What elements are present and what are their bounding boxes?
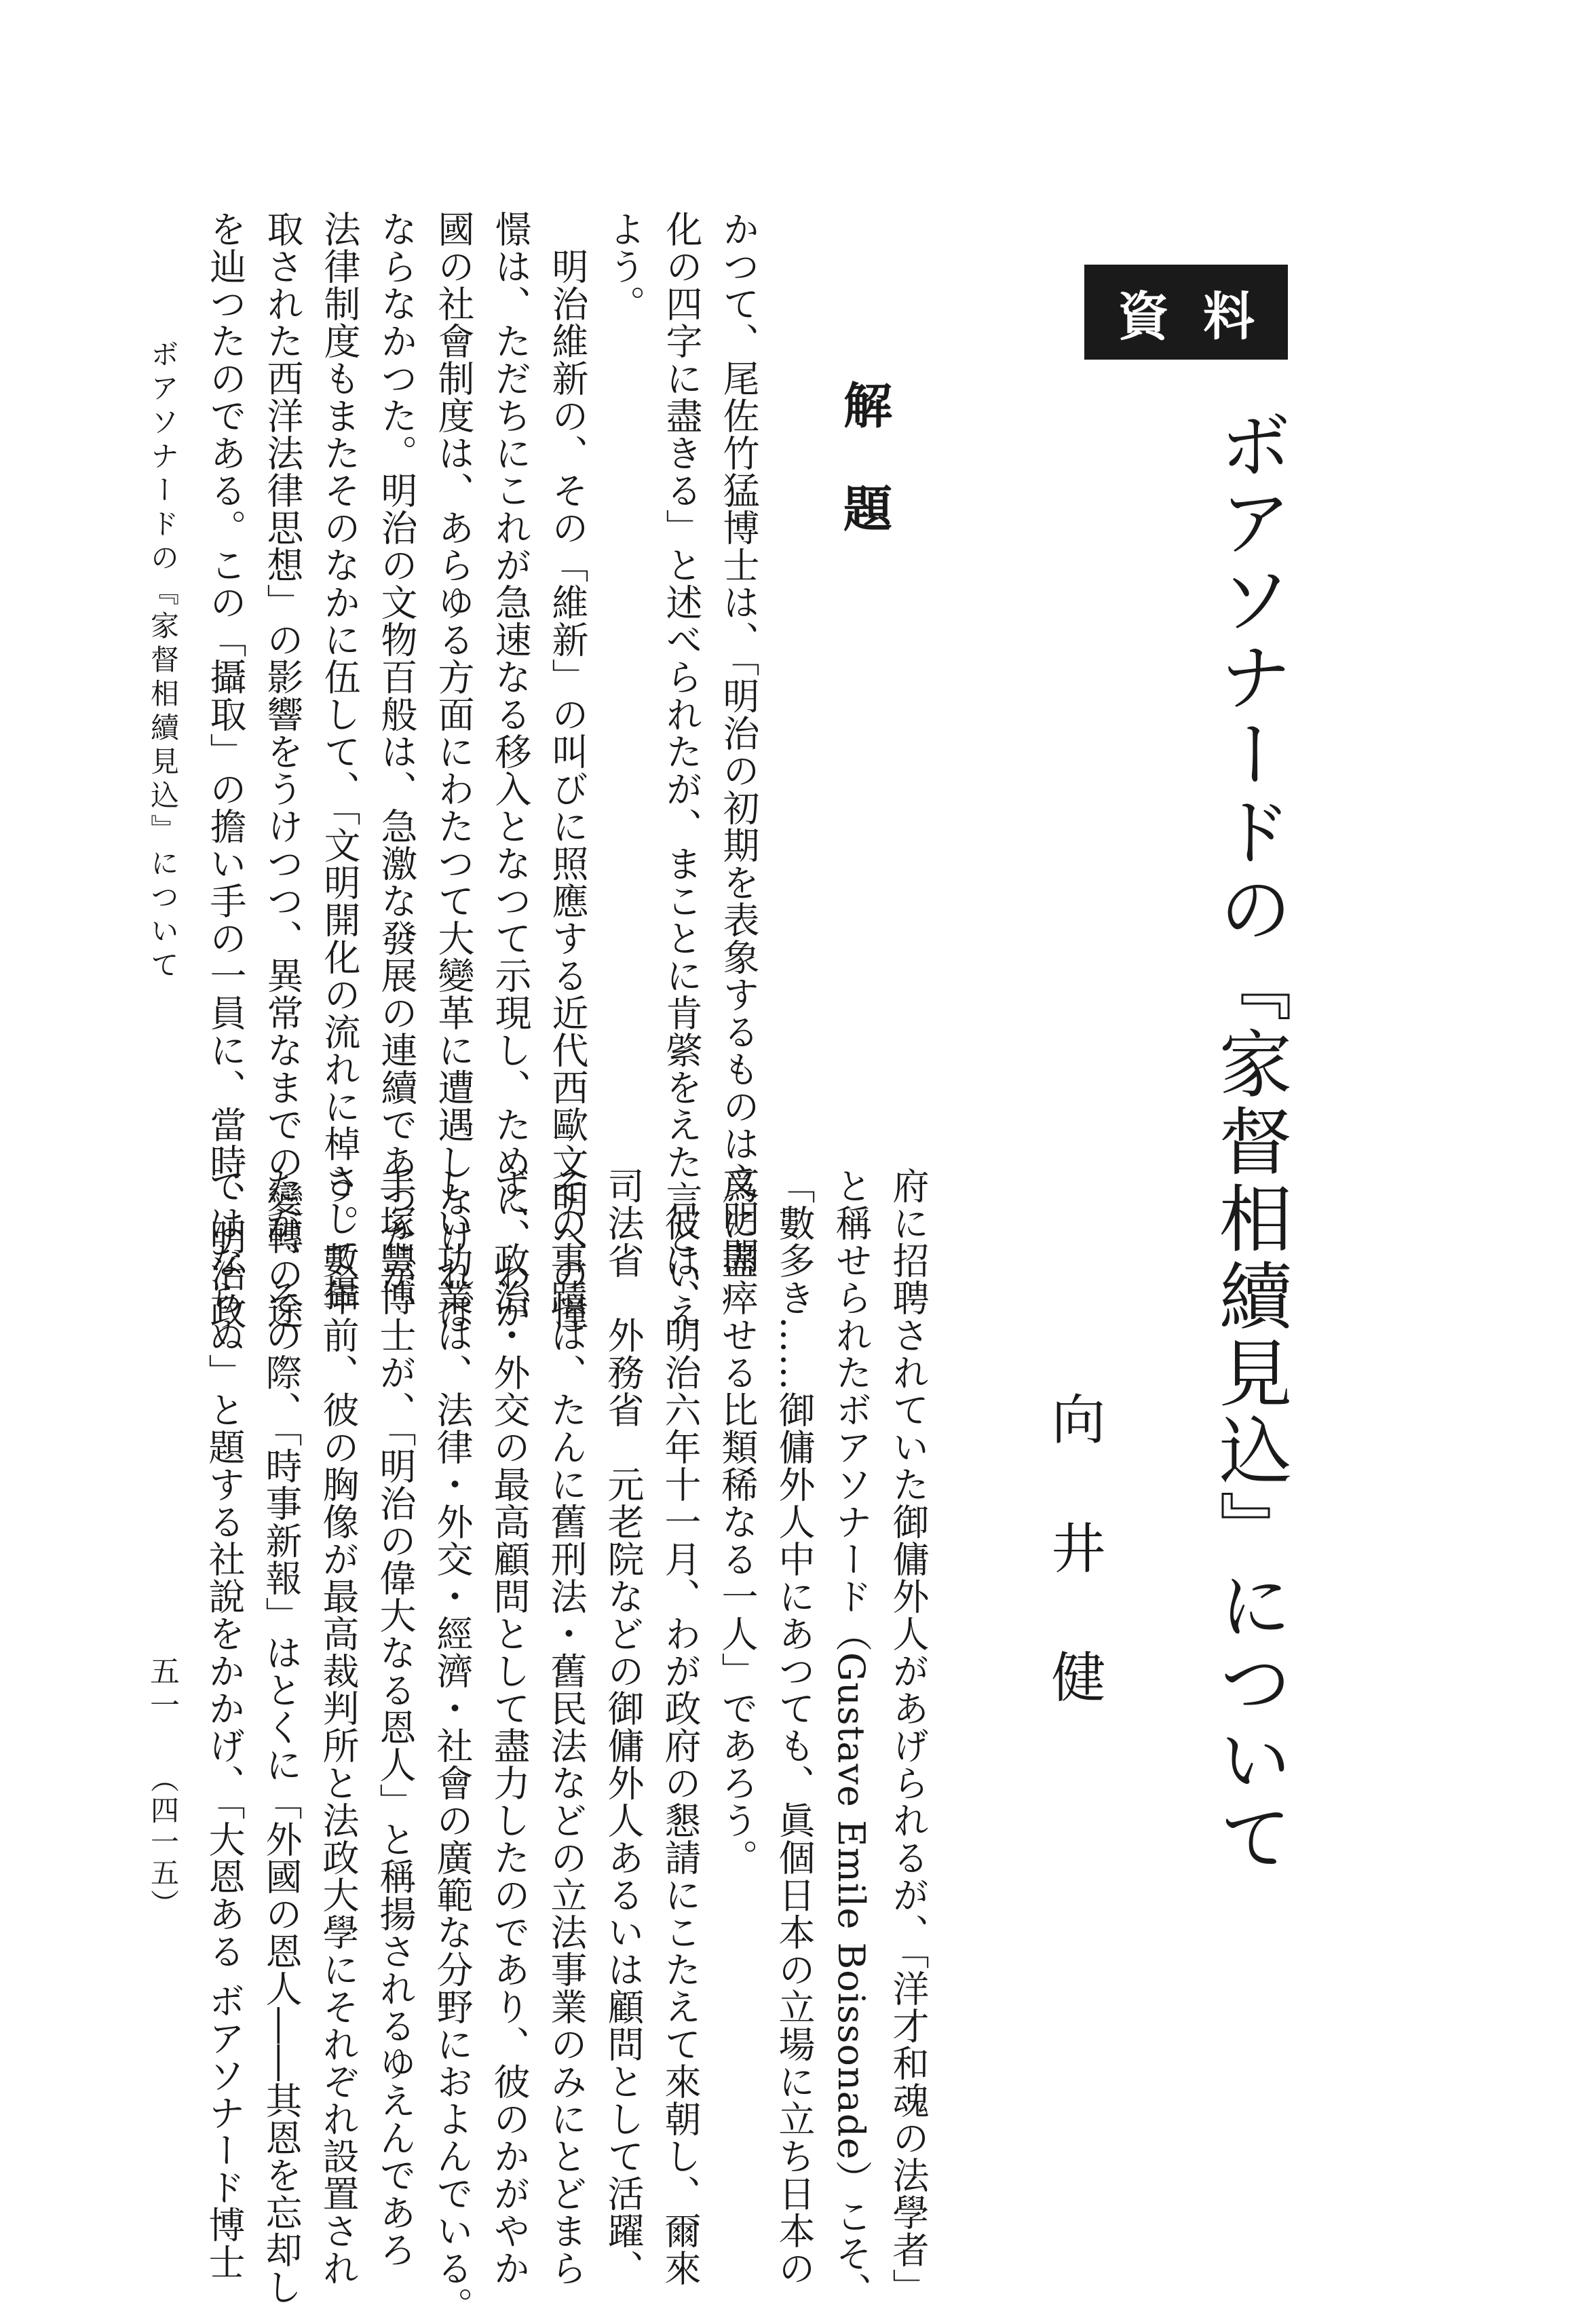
article-title: ボアソナードの『家督相續見込』について: [1206, 407, 1291, 1877]
running-footer-title: ボアソナードの『家督相續見込』について: [147, 339, 180, 984]
section-heading: 解題: [835, 380, 893, 586]
body-text-upper: かつて、尾佐竹猛博士は、「明治の初期を表象するものは文明開 化の四字に盡きる」と述べられたが、まことに肯綮をえた言といえ よう。 明治維新の、その「維新」の叫びに照應する近代西歐文明への憧 憬は、ただちにこれが急速なる移入となつて示現し、ために、わが 國の社會制度は、あらゆる方面にわたつて大變革に遭遇しなければ ならなかつた。明治の文物百般は、急激な發展の連續であつたが、 法律制度もまたそのなかに伍して、「文明開化の流れに棹さして攝 取された西洋法律思想」の影響をうけつつ、異常なまでの變轉の途 を辿つたのである。この「攝取」の擔い手の一員に、當時、明治政: [204, 210, 760, 1330]
section-badge: [1084, 265, 1288, 360]
body-text-lower: 府に招聘されていた御傭外人があげられるが、「洋才和魂の法學者」 と稱せられたボアソナード（Gustave Emile Boissonade）こそ、 「數多き……御傭外人中にあつても、眞個日本の立場に立ち日本の 爲に盡瘁せる比類稀なる一人」であろう。 彼は、明治六年十一月、わが政府の懇請にこたえて來朝し、爾來 司法省 外務省 元老院などの御傭外人あるいは顧問として活躍、 その事蹟は、たんに舊刑法・舊民法などの立法事業のみにとどまら ず、政治・外交の最高顧問として盡力したのであり、彼のかがやか しい功業は、法律・外交・經濟・社會の廣範な分野におよんでいる。 手塚豐博士が、「明治の偉大なる恩人」と稱揚されるゆえんであろ う。數年前、彼の胸像が最高裁判所と法政大學にそれぞれ設置され たが、その際、「時事新報」はとくに「外國の恩人――其恩を忘却し てはならぬ」と題する社說をかかげ、「大恩ある ボアソナード博士: [203, 1167, 930, 2324]
badge-label: 資料: [1118, 286, 1289, 347]
serial-page-number: （四一五）: [147, 1764, 180, 1920]
page-number: 五一: [145, 1656, 179, 1723]
author-name: 向井健: [1042, 1391, 1105, 1778]
